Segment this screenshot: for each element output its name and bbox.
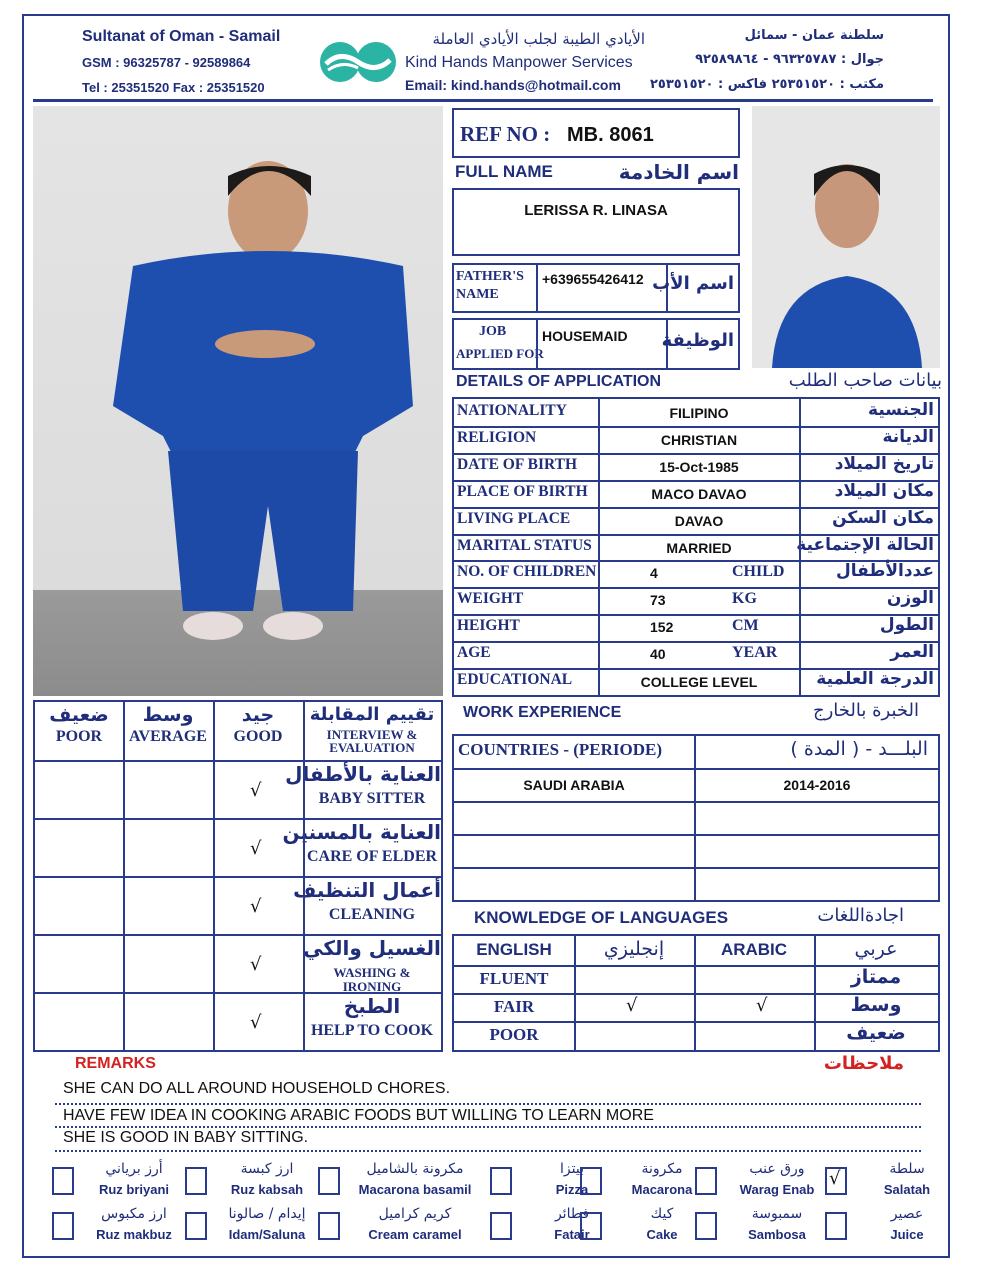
detail-value: MARRIED — [666, 539, 732, 556]
lang-level-ar: وسط — [850, 994, 902, 1016]
interview-check-mark: √ — [250, 954, 262, 975]
work-col-header-ar: البلـــد - ( المدة ) — [790, 738, 928, 760]
dish-checkbox[interactable] — [490, 1212, 512, 1240]
father-divider-1 — [536, 265, 538, 311]
dish-name-ar: ورق عنب — [749, 1161, 805, 1177]
interview-skill-ar: العناية بالمسنين — [282, 820, 441, 844]
interview-skill-ar: الطبخ — [343, 994, 401, 1018]
lang-level-ar: ضعيف — [846, 1022, 906, 1044]
work-row-divider — [454, 867, 938, 869]
dish-name-ar: كيك — [650, 1206, 674, 1222]
father-box — [452, 263, 740, 313]
detail-value: 4 — [650, 565, 658, 582]
interview-header-ar: جيد — [241, 704, 275, 726]
interview-header-ar: ضعيف — [49, 704, 109, 726]
father-label-1: FATHER'S — [456, 269, 524, 284]
remarks-label: REMARKS — [75, 1055, 156, 1072]
dish-checkbox[interactable] — [695, 1212, 717, 1240]
interview-skill-ar: أعمال التنظيف — [293, 878, 441, 902]
work-header-col-divider — [694, 736, 696, 768]
dish-name-en: Macarona — [631, 1182, 693, 1197]
languages-title: KNOWLEDGE OF LANGUAGES — [474, 908, 729, 927]
interview-skill-en: CARE OF ELDER — [306, 848, 438, 865]
detail-label: PLACE OF BIRTH — [457, 482, 588, 500]
dish-checkbox[interactable] — [580, 1212, 602, 1240]
dish-checkbox[interactable] — [52, 1167, 74, 1195]
interview-skill-ar: العناية بالأطفال — [285, 762, 441, 786]
detail-label: LIVING PLACE — [457, 509, 571, 527]
father-label-ar: اسم الأب — [652, 273, 734, 294]
details-table — [452, 397, 940, 697]
lang-arabic-en: ARABIC — [720, 940, 788, 959]
detail-value: COLLEGE LEVEL — [640, 674, 758, 691]
detail-label-ar: الديانة — [882, 426, 934, 447]
dish-name-en: Salatah — [883, 1182, 931, 1197]
lang-col-divider — [574, 936, 576, 1050]
detail-unit: CM — [732, 617, 759, 635]
dish-name-ar: بيتزا — [560, 1161, 584, 1177]
work-col-header-en: COUNTRIES - (PERIODE) — [458, 740, 663, 759]
detail-label-ar: تاريخ الميلاد — [834, 453, 934, 474]
dish-name-en: Macarona basamil — [358, 1182, 472, 1197]
dish-name-ar: مكرونة بالشاميل — [366, 1161, 464, 1177]
dish-name-ar: سمبوسة — [751, 1206, 803, 1222]
full-name-box — [452, 188, 740, 256]
interview-header-ar: تقييم المقابلة — [309, 704, 435, 725]
dish-name-en: Warag Enab — [739, 1182, 815, 1197]
agency-email: Email: kind.hands@hotmail.com — [405, 77, 621, 93]
dish-name-en: Fatair — [554, 1227, 590, 1242]
dish-name-ar: كريم كراميل — [378, 1206, 452, 1222]
work-header-divider — [454, 768, 938, 770]
interview-skill-en: WASHING & IRONING — [333, 965, 411, 994]
interview-header-en: AVERAGE — [129, 728, 207, 745]
interview-skill-en: BABY SITTER — [318, 790, 426, 807]
interview-skill-en: CLEANING — [328, 906, 416, 923]
company-name-ar: سلطنة عمان - سمائل — [744, 28, 884, 43]
company-tel: Tel : 25351520 Fax : 25351520 — [82, 80, 265, 95]
job-label-2: APPLIED FOR — [456, 346, 544, 361]
job-box — [452, 318, 740, 370]
details-row-divider — [454, 426, 938, 428]
interview-table — [33, 700, 443, 1052]
detail-label-ar: مكان الميلاد — [834, 480, 934, 501]
detail-label-ar: الجنسية — [868, 400, 934, 420]
detail-value: MACO DAVAO — [651, 485, 747, 502]
dish-name-en: Sambosa — [748, 1227, 806, 1242]
dish-name-en: Pizza — [555, 1182, 589, 1197]
work-row-divider — [454, 834, 938, 836]
detail-label: NO. OF CHILDREN — [457, 563, 597, 581]
dish-name-ar: فطائر — [554, 1206, 590, 1222]
dish-name-ar: سلطة — [889, 1161, 925, 1177]
full-name-label-ar: اسم الخادمة — [618, 160, 739, 184]
detail-label: EDUCATIONAL — [457, 671, 573, 689]
dish-name-ar: مكرونة — [641, 1161, 683, 1177]
detail-label-ar: مكان السكن — [832, 507, 934, 528]
dish-checkbox[interactable] — [185, 1167, 207, 1195]
ref-box — [452, 108, 740, 158]
dish-name-ar: ارز كبسة — [240, 1161, 294, 1177]
detail-unit: KG — [732, 590, 757, 608]
detail-label-ar: الوزن — [886, 588, 934, 609]
detail-value: 40 — [650, 646, 666, 663]
detail-label-ar: العمر — [890, 642, 934, 663]
lang-col-divider — [814, 936, 816, 1050]
interview-check-mark: √ — [250, 780, 262, 801]
lang-level-en: POOR — [489, 1025, 539, 1044]
detail-label: NATIONALITY — [457, 402, 567, 419]
dish-checkbox[interactable] — [825, 1212, 847, 1240]
remarks-dots-1 — [55, 1103, 921, 1105]
lang-arabic-mark: √ — [756, 995, 768, 1016]
dish-name-en: Ruz kabsah — [230, 1182, 304, 1197]
lang-level-en: FLUENT — [479, 969, 549, 988]
interview-header-ar: وسط — [142, 704, 194, 726]
interview-skill-ar: الغسيل والكي — [303, 936, 441, 960]
work-country: SAUDI ARABIA — [523, 777, 625, 793]
full-body-photo — [33, 106, 443, 696]
dish-name-en: Ruz makbuz — [96, 1227, 172, 1242]
lang-level-ar: ممتاز — [850, 966, 902, 988]
full-name-label: FULL NAME — [455, 162, 553, 181]
interview-col-divider — [303, 702, 305, 1050]
dish-check-mark: √ — [829, 1168, 841, 1189]
lang-col-divider — [694, 936, 696, 1050]
dish-checkbox[interactable] — [490, 1167, 512, 1195]
dish-checkbox[interactable] — [580, 1167, 602, 1195]
lang-arabic-ar: عربي — [854, 938, 898, 960]
dish-name-ar: إيدام / صالونا — [228, 1206, 306, 1222]
details-row-divider — [454, 614, 938, 616]
details-title-ar: بيانات صاحب الطلب — [788, 370, 942, 391]
lang-english-en: ENGLISH — [476, 940, 552, 959]
dish-name-en: Juice — [890, 1227, 924, 1242]
dish-name-ar: أرز برياني — [105, 1161, 163, 1177]
company-office-ar: مكتب : ٢٥٣٥١٥٢٠ فاكس : ٢٥٣٥١٥٢٠ — [649, 77, 884, 92]
interview-header-en: POOR — [55, 728, 103, 745]
detail-value: DAVAO — [674, 512, 724, 529]
detail-label: HEIGHT — [457, 617, 520, 635]
detail-label: WEIGHT — [457, 590, 524, 608]
detail-value: FILIPINO — [669, 405, 729, 421]
languages-table — [452, 934, 940, 1052]
detail-value: 15-Oct-1985 — [659, 458, 739, 475]
detail-label-ar: الحالة الإجتماعية — [796, 534, 934, 555]
remarks-label-ar: ملاحظات — [823, 1053, 904, 1074]
lang-english-ar: إنجليزي — [603, 938, 665, 960]
interview-check-mark: √ — [250, 838, 262, 859]
detail-value: 152 — [650, 619, 674, 636]
father-label-2: NAME — [456, 287, 499, 302]
work-period: 2014-2016 — [783, 777, 851, 793]
work-row-divider — [454, 801, 938, 803]
job-label-ar: الوظيفة — [661, 330, 734, 351]
detail-label-ar: الدرجة العلمية — [816, 669, 934, 690]
dish-name-en: Cake — [646, 1227, 678, 1242]
dish-checkbox[interactable] — [318, 1212, 340, 1240]
detail-label: RELIGION — [457, 428, 537, 446]
remarks-dots-2 — [55, 1126, 921, 1128]
company-gsm: GSM : 96325787 - 92589864 — [82, 55, 251, 70]
ref-value: MB. 8061 — [567, 124, 654, 146]
work-title: WORK EXPERIENCE — [463, 704, 622, 721]
remarks-line-1: SHE CAN DO ALL AROUND HOUSEHOLD CHORES. — [63, 1080, 451, 1097]
dish-checkbox[interactable] — [185, 1212, 207, 1240]
full-name-value: LERISSA R. LINASA — [524, 202, 668, 219]
languages-title-ar: اجادةاللغات — [817, 905, 904, 926]
work-title-ar: الخبرة بالخارج — [812, 700, 919, 721]
agency-name-en: Kind Hands Manpower Services — [405, 54, 633, 71]
dish-checkbox[interactable] — [52, 1212, 74, 1240]
father-value: +639655426412 — [542, 271, 644, 287]
interview-col-divider — [213, 702, 215, 1050]
interview-skill-en: HELP TO COOK — [310, 1022, 434, 1039]
interview-check-mark: √ — [250, 1012, 262, 1033]
details-title: DETAILS OF APPLICATION — [456, 373, 662, 390]
remarks-dots-3 — [55, 1150, 921, 1152]
detail-unit: CHILD — [732, 563, 785, 581]
details-row-divider — [454, 641, 938, 643]
detail-label: MARITAL STATUS — [457, 536, 592, 554]
dish-name-ar: عصير — [890, 1206, 924, 1222]
company-name-en: Sultanat of Oman - Samail — [82, 28, 281, 45]
detail-unit: YEAR — [732, 644, 778, 662]
interview-col-divider — [123, 702, 125, 1050]
detail-label-ar: عددالأطفال — [835, 561, 934, 582]
detail-value: 73 — [650, 592, 666, 609]
interview-header-en: GOOD — [233, 728, 283, 745]
job-divider-1 — [536, 320, 538, 368]
dish-name-en: Ruz briyani — [98, 1182, 170, 1197]
detail-label: DATE OF BIRTH — [457, 455, 578, 473]
remarks-line-2: HAVE FEW IDEA IN COOKING ARABIC FOODS BUT WILLING TO LEARN MORE — [63, 1107, 654, 1124]
detail-label-ar: الطول — [879, 615, 934, 636]
details-row-divider — [454, 587, 938, 589]
detail-value: CHRISTIAN — [660, 431, 738, 448]
detail-label: AGE — [457, 644, 491, 662]
ref-label: REF NO : — [460, 122, 551, 146]
lang-level-en: FAIR — [493, 997, 535, 1016]
agency-name-ar: الأيادي الطيبة لجلب الأيادي العاملة — [432, 30, 645, 48]
work-col-divider — [694, 768, 696, 900]
dish-name-en: Cream caramel — [368, 1227, 462, 1242]
company-mobile-ar: جوال : ٩٦٣٢٥٧٨٧ - ٩٢٥٨٩٨٦٤ — [695, 52, 884, 67]
dish-name-en: Idam/Saluna — [228, 1227, 306, 1242]
job-label-1: JOB — [479, 324, 507, 339]
dish-checkbox[interactable] — [695, 1167, 717, 1195]
remarks-line-3: SHE IS GOOD IN BABY SITTING. — [63, 1129, 309, 1146]
work-table — [452, 734, 940, 902]
portrait-photo — [752, 106, 940, 368]
dish-checkbox[interactable] — [318, 1167, 340, 1195]
details-col-divider-2 — [799, 399, 801, 695]
details-col-divider-1 — [598, 399, 600, 695]
dish-name-ar: ارز مكبوس — [101, 1206, 167, 1222]
job-value: HOUSEMAID — [542, 328, 628, 344]
lang-english-mark: √ — [626, 995, 638, 1016]
interview-check-mark: √ — [250, 896, 262, 917]
interview-header-en: INTERVIEW & EVALUATION — [326, 727, 418, 755]
